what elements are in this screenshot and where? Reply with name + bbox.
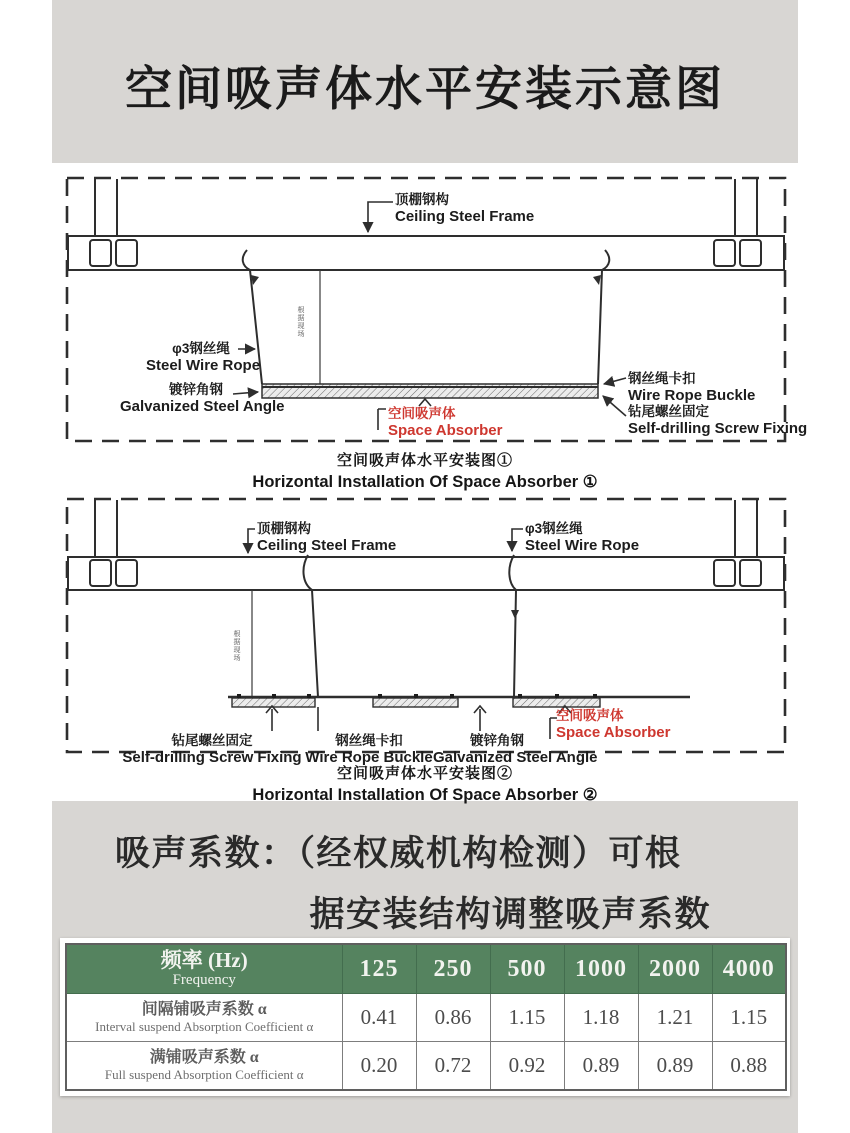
diagram1-caption: 空间吸声体水平安装图① Horizontal Installation Of Space Absorber ① <box>252 452 598 491</box>
label-wire-rope-2: φ3钢丝绳 Steel Wire Rope <box>525 521 640 554</box>
label-rope-buckle-2: 钢丝绳卡扣 Wire Rope Buckle <box>305 733 433 766</box>
table-cell: 1.15 <box>712 994 786 1042</box>
table-header-cell: 250 <box>416 944 490 994</box>
height-note-1: 根据现场 <box>297 306 304 338</box>
table-cell: 1.21 <box>638 994 712 1042</box>
table-cell: 0.20 <box>342 1042 416 1091</box>
label-ceiling-frame-1: 顶棚钢构 Ceiling Steel Frame <box>395 192 535 225</box>
wire-arrow-right <box>593 275 601 285</box>
label-wire-rope-1: φ3钢丝绳 Steel Wire Rope <box>146 341 261 374</box>
table-cell: 0.88 <box>712 1042 786 1091</box>
table-cell: 0.89 <box>564 1042 638 1091</box>
table-header-row <box>66 944 786 994</box>
label-screw-fixing-2: 钻尾螺丝固定 Self-drilling Screw Fixing <box>122 733 302 766</box>
table-row <box>66 994 786 1042</box>
table-cell: 1.18 <box>564 994 638 1042</box>
diagram2-dashed-border <box>67 499 785 752</box>
table-header-cell: 1000 <box>564 944 638 994</box>
table-row <box>66 1042 786 1091</box>
label-space-absorber-2: 空间吸声体 Space Absorber <box>556 708 671 741</box>
label-rope-buckle-1: 钢丝绳卡扣 Wire Rope Buckle <box>628 371 756 404</box>
label-steel-angle-1: 镀锌角钢 Galvanized Steel Angle <box>120 382 285 415</box>
row-label-interval: 间隔铺吸声系数 α Interval suspend Absorption Coefficient α <box>66 994 342 1042</box>
table-cell: 1.15 <box>490 994 564 1042</box>
absorption-coefficient-table <box>60 938 790 1096</box>
table-cell: 0.86 <box>416 994 490 1042</box>
label-space-absorber-1: 空间吸声体 Space Absorber <box>388 406 503 439</box>
label-steel-angle-2: 镀锌角钢 Galvanized Steel Angle <box>433 733 598 766</box>
height-note-2: 根据现场 <box>233 630 240 662</box>
table-cell: 0.89 <box>638 1042 712 1091</box>
table-cell: 0.92 <box>490 1042 564 1091</box>
row-label-full: 满铺吸声系数 α Full suspend Absorption Coefficient α <box>66 1042 342 1091</box>
table-header-cell: 2000 <box>638 944 712 994</box>
table-header-cell: 500 <box>490 944 564 994</box>
label-screw-fixing-1: 钻尾螺丝固定 Self-drilling Screw Fixing <box>628 404 808 437</box>
diagram2-caption: 空间吸声体水平安装图② Horizontal Installation Of Space Absorber ② <box>252 765 598 804</box>
table-header-frequency: 频率 (Hz) Frequency <box>66 944 342 994</box>
ceiling-steel-frame-beam <box>68 236 784 270</box>
table-header-cell: 125 <box>342 944 416 994</box>
page-title: 空间吸声体水平安装示意图 <box>125 62 725 115</box>
table-header-cell: 4000 <box>712 944 786 994</box>
ceiling-steel-frame-beam-2 <box>68 557 784 590</box>
space-absorber-panels-2 <box>232 698 600 707</box>
label-ceiling-frame-2: 顶棚钢构 Ceiling Steel Frame <box>257 521 397 554</box>
absorption-coefficient-note: 吸声系数：（经权威机构检测）可根 据安装结构调整吸声系数 <box>115 834 711 934</box>
wire-arrow-2 <box>511 610 519 619</box>
table-cell: 0.41 <box>342 994 416 1042</box>
diagram2-drawing <box>65 497 787 755</box>
table-cell: 0.72 <box>416 1042 490 1091</box>
